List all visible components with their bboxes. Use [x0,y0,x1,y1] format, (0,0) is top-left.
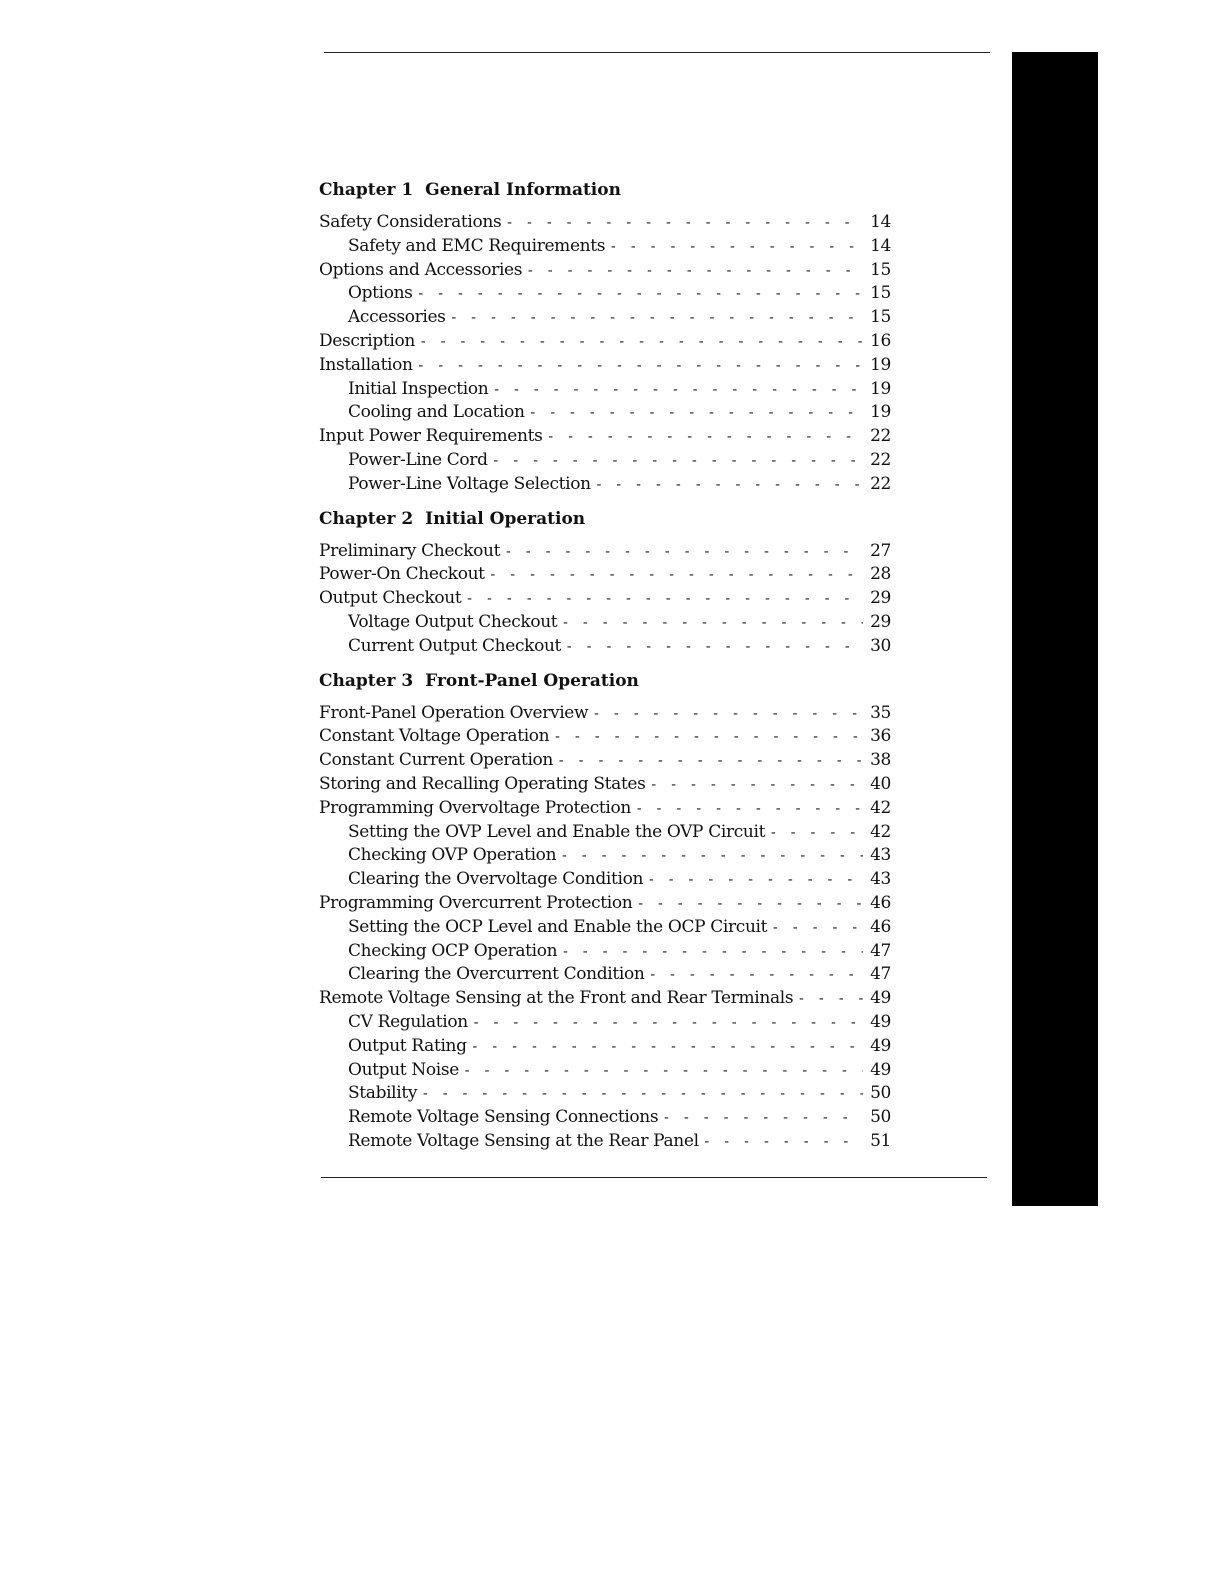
toc-entry-label: Constant Current Operation [319,750,554,771]
chapter-spacer [319,531,891,540]
toc-entry-label: Setting the OCP Level and Enable the OCP Circuit [348,916,768,937]
chapter-number: Chapter 3 [319,670,414,691]
dot-leader [771,917,863,941]
dot-leader [417,283,863,307]
dot-leader [504,541,863,565]
toc-entry-page: 46 [870,892,891,913]
dot-leader [797,988,863,1012]
toc-entry-label: Description [319,330,415,351]
chapter-spacer [319,497,891,507]
toc-entry-list [319,540,891,659]
toc-entry-label: Installation [319,354,413,375]
dot-leader [561,941,863,965]
dot-leader [419,331,863,355]
toc-entry-page: 19 [870,354,891,375]
chapter-edge-tab [1012,52,1098,1206]
toc-entry-page: 38 [870,750,891,771]
toc-entry[interactable] [319,425,891,449]
toc-entry[interactable] [319,611,891,635]
toc-entry-label: Output Checkout [319,588,462,609]
toc-entry-label: Output Noise [348,1059,459,1080]
toc-entry-page: 27 [870,540,891,561]
dot-leader [636,893,863,917]
dot-leader [650,774,863,798]
toc-entry[interactable] [319,773,891,797]
toc-entry[interactable] [319,587,891,611]
toc-entry-page: 30 [870,635,891,656]
chapter-title: Initial Operation [425,508,586,529]
dot-leader [662,1107,863,1131]
toc-entry-page: 15 [870,283,891,304]
toc-entry-label: Input Power Requirements [319,426,543,447]
toc-entry[interactable] [319,563,891,587]
toc-entry-page: 43 [870,869,891,890]
toc-entry-label: Safety Considerations [319,212,502,232]
toc-entry-page: 19 [870,378,891,399]
dot-leader [472,1012,863,1036]
toc-entry[interactable] [319,449,891,473]
toc-entry[interactable] [319,378,891,402]
toc-entry-label: Options [348,283,413,304]
toc-entry-list [319,211,891,497]
toc-entry[interactable] [319,749,891,773]
toc-entry-label: Preliminary Checkout [319,540,501,561]
table-of-contents [319,178,891,1154]
toc-entry[interactable] [319,821,891,845]
dot-leader [492,450,863,474]
toc-entry-label: Remote Voltage Sensing Connections [348,1107,659,1128]
toc-entry[interactable] [319,1035,891,1059]
dot-leader [560,845,863,869]
dot-leader [489,564,863,588]
toc-entry-page: 15 [870,259,891,280]
toc-entry[interactable] [319,868,891,892]
toc-entry-label: Safety and EMC Requirements [348,235,606,256]
toc-entry-page: 35 [870,702,891,723]
toc-entry-label: Power-Line Voltage Selection [348,473,591,494]
toc-entry[interactable] [319,1059,891,1083]
toc-entry-page: 47 [870,940,891,961]
toc-entry-page: 14 [870,212,891,232]
toc-entry-page: 16 [870,330,891,351]
toc-entry-label: Voltage Output Checkout [348,611,558,632]
top-rule [324,52,990,53]
toc-entry[interactable] [319,987,891,1011]
chapter-spacer [319,202,891,211]
toc-entry-label: Stability [348,1083,418,1104]
toc-entry[interactable] [319,1130,891,1154]
toc-entry-page: 42 [870,821,891,842]
toc-entry-page: 29 [870,588,891,609]
dot-leader [417,355,863,379]
toc-entry-page: 22 [870,426,891,447]
chapter-heading [319,178,891,202]
dot-leader [465,588,863,612]
toc-entry-label: Power-On Checkout [319,564,485,585]
toc-entry-label: Output Rating [348,1035,467,1056]
toc-entry-page: 14 [870,235,891,256]
toc-entry-label: Front-Panel Operation Overview [319,702,589,723]
dot-leader [546,426,863,450]
dot-leader [648,964,863,988]
dot-leader [647,869,863,893]
toc-entry[interactable] [319,235,891,259]
toc-entry-label: Clearing the Overcurrent Condition [348,964,645,985]
chapter-spacer [319,693,891,702]
dot-leader [557,750,863,774]
toc-entry-label: Cooling and Location [348,402,525,423]
toc-entry-page: 29 [870,611,891,632]
toc-entry-label: Programming Overvoltage Protection [319,797,631,818]
dot-leader [450,307,863,331]
dot-leader [592,703,863,727]
chapter-title: General Information [425,180,621,200]
toc-entry-label: CV Regulation [348,1011,468,1032]
toc-entry-label: Setting the OVP Level and Enable the OVP Circuit [348,821,766,842]
toc-entry-page: 49 [870,1035,891,1056]
toc-entry-label: Storing and Recalling Operating States [319,773,646,794]
toc-entry-page: 47 [870,964,891,985]
toc-entry[interactable] [319,401,891,425]
toc-entry-label: Current Output Checkout [348,635,562,656]
toc-entry-page: 40 [870,773,891,794]
toc-entry-label: Options and Accessories [319,259,523,280]
toc-entry[interactable] [319,259,891,283]
toc-entry-page: 51 [870,1130,891,1151]
chapter-number: Chapter 1 [319,180,414,200]
dot-leader [565,636,863,660]
dot-leader [526,260,863,284]
dot-leader [471,1036,863,1060]
dot-leader [703,1131,863,1155]
toc-entry[interactable] [319,306,891,330]
toc-entry[interactable] [319,844,891,868]
toc-entry-label: Initial Inspection [348,378,489,399]
toc-entry-page: 19 [870,402,891,423]
dot-leader [553,726,863,750]
toc-entry-label: Programming Overcurrent Protection [319,892,633,913]
toc-entry[interactable] [319,473,891,497]
dot-leader [505,212,863,236]
toc-entry-page: 49 [870,1059,891,1080]
toc-entry-label: Remote Voltage Sensing at the Rear Panel [348,1130,699,1151]
chapter-title: Front-Panel Operation [425,670,639,691]
toc-entry[interactable] [319,702,891,726]
toc-entry-page: 22 [870,473,891,494]
toc-entry[interactable] [319,916,891,940]
chapter-number: Chapter 2 [319,508,414,529]
toc-entry-page: 22 [870,449,891,470]
toc-entry[interactable] [319,354,891,378]
toc-entry-label: Clearing the Overvoltage Condition [348,869,644,890]
toc-entry-page: 50 [870,1107,891,1128]
dot-leader [609,236,863,260]
toc-entry[interactable] [319,940,891,964]
toc-entry[interactable] [319,1011,891,1035]
dot-leader [529,402,863,426]
toc-entry[interactable] [319,797,891,821]
toc-entry[interactable] [319,282,891,306]
toc-entry-label: Checking OCP Operation [348,940,558,961]
toc-entry[interactable] [319,1106,891,1130]
toc-entry[interactable] [319,892,891,916]
toc-entry-page: 49 [870,1011,891,1032]
chapter-spacer [319,659,891,669]
toc-entry[interactable] [319,330,891,354]
toc-entry-label: Accessories [348,307,446,328]
toc-entry-page: 28 [870,564,891,585]
dot-leader [463,1060,863,1084]
toc-entry-page: 46 [870,916,891,937]
toc-entry[interactable] [319,540,891,564]
toc-entry-label: Constant Voltage Operation [319,726,550,747]
chapter-heading [319,669,891,693]
toc-entry-page: 36 [870,726,891,747]
toc-entry-label: Remote Voltage Sensing at the Front and Rear Terminals [319,988,794,1009]
bottom-rule [321,1177,987,1178]
toc-entry[interactable] [319,211,891,235]
dot-leader [595,474,863,498]
toc-entry-label: Power-Line Cord [348,449,488,470]
toc-entry-page: 49 [870,988,891,1009]
toc-entry-page: 43 [870,845,891,866]
chapter-heading [319,507,891,531]
toc-entry-page: 42 [870,797,891,818]
dot-leader [635,798,863,822]
dot-leader [769,822,863,846]
toc-entry-page: 15 [870,307,891,328]
toc-entry-page: 50 [870,1083,891,1104]
toc-entry-list [319,702,891,1154]
toc-entry-label: Checking OVP Operation [348,845,557,866]
toc-entry[interactable] [319,635,891,659]
dot-leader [421,1083,863,1107]
dot-leader [561,612,863,636]
toc-entry[interactable] [319,1082,891,1106]
dot-leader [492,379,863,403]
toc-entry[interactable] [319,963,891,987]
toc-entry[interactable] [319,725,891,749]
